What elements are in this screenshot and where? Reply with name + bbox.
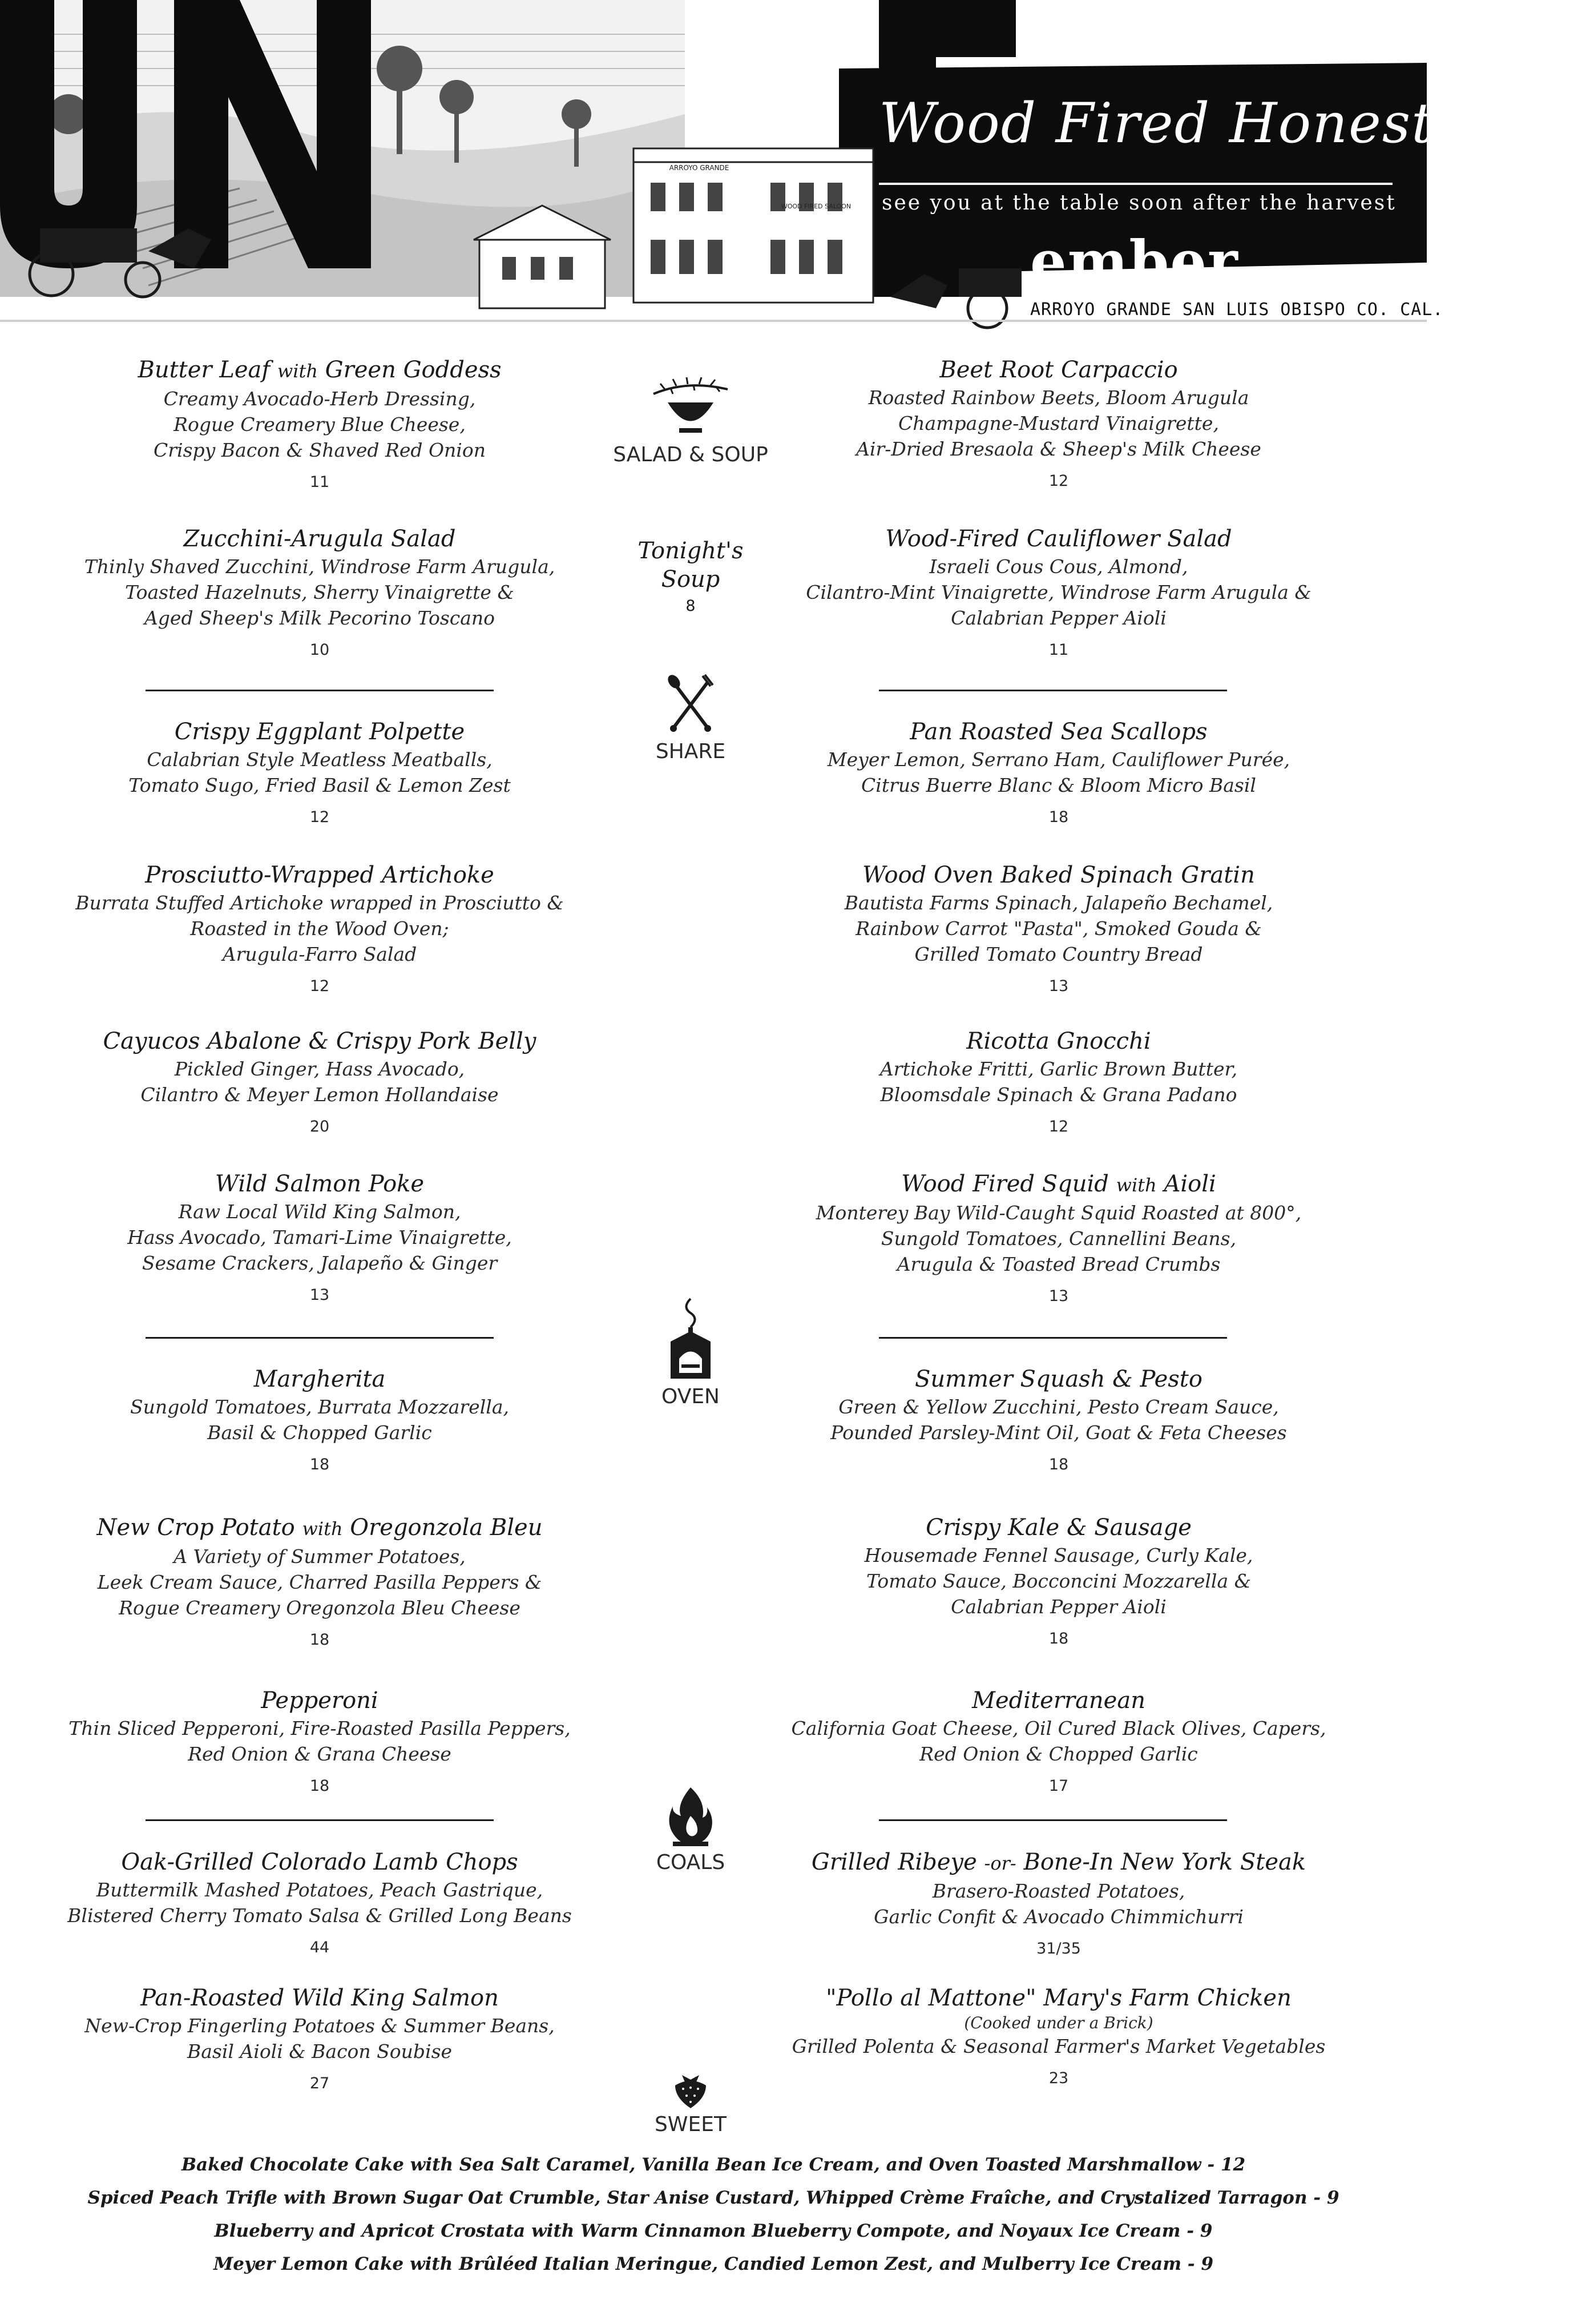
saloon-sign: WOOD FIRED SALOON bbox=[781, 203, 852, 210]
item-price: 27 bbox=[309, 2075, 330, 2092]
soup-price: 8 bbox=[685, 597, 696, 615]
item-desc: Thinly Shaved Zucchini, Windrose Farm Arugula, bbox=[84, 555, 555, 578]
item-name: Grilled Ribeye -or- Bone-In New York Steak bbox=[811, 1849, 1306, 1875]
item-desc: Housemade Fennel Sausage, Curly Kale, bbox=[864, 1544, 1253, 1566]
item-desc: Rogue Creamery Blue Cheese, bbox=[173, 413, 466, 436]
menu-item bbox=[779, 1686, 1338, 1798]
dessert-item: Blueberry and Apricot Crostata with Warm Cinnamon Blueberry Compote, and Noyaux Ice Cream - 9 bbox=[214, 2221, 1213, 2241]
section-label: SHARE bbox=[655, 740, 726, 763]
menu-item bbox=[796, 1026, 1321, 1138]
item-desc: Red Onion & Grana Cheese bbox=[188, 1743, 451, 1765]
item-name: Crispy Eggplant Polpette bbox=[174, 719, 465, 745]
item-desc: California Goat Cheese, Oil Cured Black Olives, Capers, bbox=[791, 1717, 1326, 1739]
item-desc: Creamy Avocado-Herb Dressing, bbox=[163, 388, 476, 410]
divider bbox=[146, 690, 494, 691]
item-desc: Thin Sliced Pepperoni, Fire-Roasted Pasilla Peppers, bbox=[68, 1717, 571, 1739]
item-name: Beet Root Carpaccio bbox=[939, 357, 1178, 383]
menu-item bbox=[40, 1686, 599, 1798]
section-label: OVEN bbox=[661, 1385, 720, 1408]
item-desc: Bloomsdale Spinach & Grana Padano bbox=[880, 1084, 1237, 1106]
item-desc: Calabrian Style Meatless Meatballs, bbox=[147, 748, 493, 771]
tagline-title: Wood Fired Honest Food bbox=[879, 91, 1594, 155]
hotel-sign: ARROYO GRANDE bbox=[669, 164, 729, 172]
item-price: 18 bbox=[309, 1631, 330, 1649]
menu-item bbox=[779, 524, 1338, 662]
item-name: New Crop Potato with Oregonzola Bleu bbox=[96, 1515, 543, 1541]
item-desc: Grilled Polenta & Seasonal Farmer's Market Vegetables bbox=[792, 2035, 1326, 2057]
item-price: 13 bbox=[309, 1286, 330, 1304]
wood-oven-icon bbox=[662, 1296, 719, 1381]
item-name: Summer Squash & Pesto bbox=[915, 1366, 1202, 1392]
item-desc: Israeli Cous Cous, Almond, bbox=[929, 555, 1188, 578]
item-desc: Calabrian Pepper Aioli bbox=[951, 1596, 1167, 1618]
item-name: Prosciutto-Wrapped Artichoke bbox=[145, 862, 494, 888]
item-desc: Blistered Cherry Tomato Salsa & Grilled Long Beans bbox=[67, 1904, 572, 1927]
item-desc: Sungold Tomatoes, Cannellini Beans, bbox=[881, 1227, 1237, 1250]
item-desc: Burrata Stuffed Artichoke wrapped in Prosciutto & bbox=[75, 892, 564, 914]
dessert-item: Meyer Lemon Cake with Brûléed Italian Meringue, Candied Lemon Zest, and Mulberry Ice Cream - 9 bbox=[213, 2254, 1214, 2274]
item-name: Wood Fired Squid with Aioli bbox=[901, 1171, 1216, 1197]
item-desc: Citrus Buerre Blanc & Bloom Micro Basil bbox=[861, 774, 1256, 796]
item-name: Mediterranean bbox=[972, 1687, 1145, 1714]
flame-icon bbox=[665, 1785, 716, 1847]
item-price: 12 bbox=[1048, 1118, 1069, 1135]
divider bbox=[146, 1337, 494, 1339]
item-desc: Tomato Sugo, Fried Basil & Lemon Zest bbox=[128, 774, 511, 796]
crossed-utensils-icon bbox=[665, 674, 716, 736]
item-desc: A Variety of Summer Potatoes, bbox=[173, 1545, 466, 1568]
item-price: 31/35 bbox=[1036, 1940, 1081, 1958]
item-desc: Hass Avocado, Tamari-Lime Vinaigrette, bbox=[127, 1226, 512, 1248]
item-price: 20 bbox=[309, 1118, 330, 1135]
section-oven bbox=[605, 1296, 776, 1408]
menu-item bbox=[796, 717, 1321, 829]
item-price: 17 bbox=[1048, 1777, 1069, 1795]
item-desc: Raw Local Wild King Salmon, bbox=[178, 1201, 461, 1223]
item-price: 11 bbox=[309, 473, 330, 491]
item-desc: Cilantro-Mint Vinaigrette, Windrose Farm Arugula & bbox=[806, 581, 1311, 603]
section-coals bbox=[605, 1785, 776, 1874]
tonights-soup bbox=[605, 537, 776, 617]
divider bbox=[879, 1819, 1227, 1821]
item-price: 12 bbox=[309, 977, 330, 995]
divider bbox=[879, 690, 1227, 691]
item-desc: Buttermilk Mashed Potatoes, Peach Gastrique, bbox=[96, 1879, 543, 1901]
section-share bbox=[605, 674, 776, 763]
item-desc: Arugula & Toasted Bread Crumbs bbox=[897, 1253, 1221, 1275]
menu-item bbox=[57, 717, 582, 829]
item-name: Pan Roasted Sea Scallops bbox=[910, 719, 1208, 745]
item-price: 13 bbox=[1048, 977, 1069, 995]
menu-item bbox=[796, 1364, 1321, 1476]
menu-header bbox=[0, 0, 1594, 354]
menu-item bbox=[779, 1169, 1338, 1308]
salad-bowl-icon bbox=[648, 377, 733, 440]
item-price: 18 bbox=[309, 1777, 330, 1795]
item-desc: Green & Yellow Zucchini, Pesto Cream Sauce, bbox=[838, 1396, 1279, 1418]
tagline-subtitle: see you at the table soon after the harvest bbox=[882, 191, 1397, 215]
item-price: 12 bbox=[1048, 472, 1069, 490]
menu-item bbox=[796, 860, 1321, 998]
menu-item bbox=[779, 1983, 1338, 2090]
item-name: Ricotta Gnocchi bbox=[966, 1028, 1151, 1054]
item-desc: Air-Dried Bresaola & Sheep's Milk Cheese bbox=[856, 438, 1261, 460]
item-desc: Monterey Bay Wild-Caught Squid Roasted at 800°, bbox=[816, 1202, 1302, 1224]
item-desc: Crispy Bacon & Shaved Red Onion bbox=[154, 439, 486, 461]
item-price: 23 bbox=[1048, 2069, 1069, 2087]
item-name: Zucchini-Arugula Salad bbox=[183, 526, 456, 552]
item-price: 18 bbox=[1048, 1456, 1069, 1473]
item-price: 11 bbox=[1048, 641, 1069, 659]
item-desc: Tomato Sauce, Bocconcini Mozzarella & bbox=[866, 1570, 1252, 1592]
item-name: Oak-Grilled Colorado Lamb Chops bbox=[121, 1849, 518, 1875]
item-name: Margherita bbox=[253, 1366, 386, 1392]
item-desc: Brasero-Roasted Potatoes, bbox=[932, 1880, 1185, 1902]
divider bbox=[146, 1819, 494, 1821]
item-desc: Garlic Confit & Avocado Chimmichurri bbox=[874, 1906, 1244, 1928]
item-name: Pepperoni bbox=[261, 1687, 378, 1714]
item-desc: Red Onion & Chopped Garlic bbox=[919, 1743, 1198, 1765]
item-name: Wild Salmon Poke bbox=[215, 1171, 425, 1197]
brand-location: ARROYO GRANDE SAN LUIS OBISPO CO. CAL. bbox=[1030, 300, 1444, 320]
item-price: 18 bbox=[309, 1456, 330, 1473]
menu-item bbox=[57, 1983, 582, 2095]
item-desc: Toasted Hazelnuts, Sherry Vinaigrette & bbox=[125, 581, 514, 603]
item-price: 13 bbox=[1048, 1287, 1069, 1305]
item-name: Butter Leaf with Green Goddess bbox=[138, 357, 502, 383]
item-price: 12 bbox=[309, 808, 330, 826]
item-desc: Champagne-Mustard Vinaigrette, bbox=[898, 412, 1219, 434]
item-desc: Basil & Chopped Garlic bbox=[207, 1421, 432, 1444]
item-desc: Arugula-Farro Salad bbox=[222, 943, 417, 965]
menu-item bbox=[57, 860, 582, 998]
menu-item bbox=[57, 1026, 582, 1138]
item-name: Pan-Roasted Wild King Salmon bbox=[140, 1985, 499, 2011]
divider bbox=[879, 1337, 1227, 1339]
menu-item bbox=[57, 524, 582, 662]
section-sweet bbox=[605, 2069, 776, 2136]
section-label: COALS bbox=[656, 1851, 725, 1874]
item-desc: Aged Sheep's Milk Pecorino Toscano bbox=[144, 607, 495, 629]
menu-item bbox=[796, 1847, 1321, 1960]
item-price: 18 bbox=[1048, 808, 1069, 826]
item-desc: Pounded Parsley-Mint Oil, Goat & Feta Cheeses bbox=[830, 1421, 1287, 1444]
item-price: 10 bbox=[309, 641, 330, 659]
item-desc: Basil Aioli & Bacon Soubise bbox=[187, 2040, 453, 2063]
menu-item bbox=[57, 355, 582, 494]
item-price: 44 bbox=[309, 1939, 330, 1956]
item-desc: Grilled Tomato Country Bread bbox=[914, 943, 1203, 965]
item-name: "Pollo al Mattone" Mary's Farm Chicken bbox=[826, 1985, 1292, 2011]
item-note: (Cooked under a Brick) bbox=[964, 2013, 1153, 2032]
item-desc: Artichoke Fritti, Garlic Brown Butter, bbox=[879, 1058, 1238, 1080]
item-desc: New-Crop Fingerling Potatoes & Summer Beans, bbox=[84, 2015, 555, 2037]
section-salad-soup bbox=[605, 377, 776, 466]
section-label: SALAD & SOUP bbox=[613, 443, 768, 466]
dessert-item: Spiced Peach Trifle with Brown Sugar Oat Crumble, Star Anise Custard, Whipped Crème Fraîche, and Crystalized Tarragon - 9 bbox=[87, 2188, 1339, 2208]
item-desc: Rainbow Carrot "Pasta", Smoked Gouda & bbox=[855, 917, 1262, 940]
item-desc: Roasted in the Wood Oven; bbox=[190, 917, 449, 940]
soup-name: Tonight's Soup bbox=[637, 538, 744, 593]
dessert-item: Baked Chocolate Cake with Sea Salt Caramel, Vanilla Bean Ice Cream, and Oven Toasted Marshmallow - 12 bbox=[181, 2154, 1246, 2175]
menu-item bbox=[57, 1169, 582, 1307]
menu-item bbox=[40, 1847, 599, 1959]
item-desc: Rogue Creamery Oregonzola Bleu Cheese bbox=[119, 1597, 520, 1619]
item-desc: Sungold Tomatoes, Burrata Mozzarella, bbox=[130, 1396, 509, 1418]
strawberry-icon bbox=[671, 2069, 711, 2109]
item-name: Wood-Fired Cauliflower Salad bbox=[885, 526, 1232, 552]
item-desc: Leek Cream Sauce, Charred Pasilla Peppers & bbox=[97, 1571, 542, 1593]
menu-item bbox=[57, 1513, 582, 1652]
item-desc: Cilantro & Meyer Lemon Hollandaise bbox=[140, 1084, 499, 1106]
item-desc: Meyer Lemon, Serrano Ham, Cauliflower Purée, bbox=[827, 748, 1290, 771]
menu-item bbox=[796, 1513, 1321, 1650]
section-label: SWEET bbox=[655, 2113, 727, 2136]
item-name: Crispy Kale & Sausage bbox=[926, 1515, 1192, 1541]
item-desc: Roasted Rainbow Beets, Bloom Arugula bbox=[868, 386, 1249, 409]
menu-item bbox=[796, 355, 1321, 493]
brand-logo: ember bbox=[1030, 228, 1239, 295]
item-desc: Pickled Ginger, Hass Avocado, bbox=[174, 1058, 465, 1080]
item-desc: Bautista Farms Spinach, Jalapeño Bechamel, bbox=[844, 892, 1273, 914]
menu-item bbox=[57, 1364, 582, 1476]
item-name: Wood Oven Baked Spinach Gratin bbox=[862, 862, 1255, 888]
item-desc: Calabrian Pepper Aioli bbox=[951, 607, 1167, 629]
item-name: Cayucos Abalone & Crispy Pork Belly bbox=[103, 1028, 536, 1054]
item-desc: Sesame Crackers, Jalapeño & Ginger bbox=[142, 1252, 498, 1274]
item-price: 18 bbox=[1048, 1630, 1069, 1648]
